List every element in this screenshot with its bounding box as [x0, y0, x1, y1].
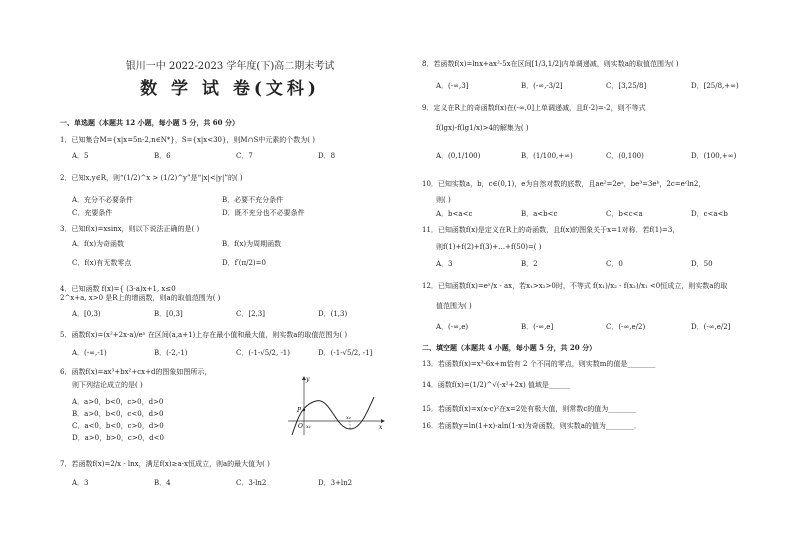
- question-12-line2: 值范围为( ): [436, 302, 472, 310]
- option-b[interactable]: B．f(x)为周期函数: [222, 240, 282, 248]
- question-11: 11．已知函数f(x)是定义在R上的奇函数，且f(x)的图象关于x=1对称．若f(1)=3，: [422, 226, 680, 234]
- option-d[interactable]: D．(100,+∞): [691, 152, 737, 160]
- option-a[interactable]: A．[0,3): [72, 310, 101, 318]
- question-11-line2: 则f(1)+f(2)+f(3)+…+f(50)=( ): [436, 243, 542, 251]
- question-10: 10．已知实数a，b，c∈(0,1)，e为自然对数的底数，且ae²=2eᵃ，be³=3eᵇ，2c=eᶜln2，: [422, 180, 706, 188]
- option-c[interactable]: C．(-1-√5/2, -1): [236, 349, 290, 357]
- question-8: 8．若函数f(x)=lnx+ax²-5x在区间[1/3,1/2]内单调递减，则实数a的取值范围为( ): [422, 60, 679, 68]
- option-a[interactable]: A．5: [72, 152, 89, 160]
- option-a[interactable]: A．充分不必要条件: [72, 196, 134, 204]
- option-c[interactable]: C．(0,100): [606, 152, 644, 160]
- option-b[interactable]: B．(-2,-1): [154, 349, 188, 357]
- section-1-heading: 一、单选题（本题共 12 小题，每小题 5 分，共 60 分）: [60, 118, 239, 127]
- option-c[interactable]: C．a<0，b<0，c>0，d>0: [72, 422, 164, 430]
- option-c[interactable]: C．(-∞,e/2): [606, 323, 646, 331]
- question-3-options: [72, 240, 402, 268]
- option-c[interactable]: C．[2,3]: [236, 310, 265, 318]
- label-x: x: [379, 424, 383, 431]
- question-4-options: [72, 310, 402, 319]
- question-6: 6．函数f(x)=ax³+bx²+cx+d的图象如图所示，: [60, 368, 212, 376]
- label-origin: O: [298, 423, 303, 430]
- option-b[interactable]: B．4: [154, 479, 171, 487]
- question-9-options: [436, 152, 776, 161]
- option-c[interactable]: C．3-ln2: [236, 479, 267, 487]
- option-a[interactable]: A．3: [72, 479, 89, 487]
- question-4-line2: 2^x+a, x>0 是R上的增函数，则a的取值范围为( ): [60, 294, 221, 302]
- option-a[interactable]: A．(-∞,e): [436, 323, 469, 331]
- question-10-options: [436, 210, 776, 219]
- option-c[interactable]: C．充要条件: [72, 209, 113, 217]
- question-4-line1: 4．已知函数 f(x)={ (3-a)x+1, x≤0: [60, 285, 176, 293]
- question-1-options: [72, 152, 402, 161]
- option-b[interactable]: B．(-∞,e]: [521, 323, 554, 331]
- question-2: 2．已知x,y∈R，则“(1/2)^x > (1/2)^y”是“|x|<|y|”的( ): [60, 174, 243, 182]
- label-x2: x₂: [346, 415, 351, 421]
- x-axis-arrow: [381, 419, 385, 423]
- option-c[interactable]: C．b<c<a: [606, 210, 643, 218]
- section-2-heading: 二、填空题（本题共 4 小题，每小题 5 分，共 20 分）: [422, 343, 597, 352]
- option-a[interactable]: A．b<a<c: [436, 210, 473, 218]
- option-d[interactable]: D．f′(π/2)=0: [222, 259, 266, 267]
- question-11-options: [436, 260, 776, 269]
- question-3: 3．已知f(x)=xsinx，则以下说法正确的是( ): [60, 225, 200, 233]
- question-16: 16．若函数y=ln(1+x)-aln(1-x)为奇函数，则实数a的值为________．: [422, 422, 641, 430]
- option-b[interactable]: B．a>0，b<0，c<0，d>0: [72, 410, 164, 418]
- option-b[interactable]: B．6: [154, 152, 171, 160]
- option-b[interactable]: B．a<b<c: [521, 210, 558, 218]
- question-15: 15．若函数f(x)=x(x-c)²在x=2处有极大值，则常数c的值为________: [422, 405, 637, 413]
- option-a[interactable]: A．3: [436, 260, 453, 268]
- option-d[interactable]: D．8: [318, 152, 336, 160]
- option-b[interactable]: B．(-∞,-3/2]: [521, 82, 563, 90]
- option-d[interactable]: D．(-∞,e/2]: [691, 323, 731, 331]
- question-8-options: [436, 82, 776, 91]
- option-a[interactable]: A．(-∞,-1): [72, 349, 107, 357]
- question-14: 14．函数f(x)=(1/2)^√(-x²+2x) 值域是______: [422, 381, 570, 389]
- question-7-options: [72, 479, 402, 488]
- option-a[interactable]: A．a>0，b<0，c>0，d>0: [72, 398, 164, 406]
- question-5-options: [72, 349, 402, 358]
- question-12: 12．已知函数f(x)=eˣ/x - ax，若x₁>x₂>0时，不等式 f(x₁)/x₂ - f(x₂)/x₁ <0恒成立，则实数a的取: [422, 282, 728, 290]
- point-p: [303, 409, 305, 411]
- option-a[interactable]: A．(0,1/100): [436, 152, 481, 160]
- option-c[interactable]: C．0: [606, 260, 623, 268]
- question-12-options: [436, 323, 776, 332]
- option-d[interactable]: D．(1,3): [318, 310, 348, 318]
- question-9: 9．定义在R上的奇函数f(x)在(-∞,0]上单调递减，且f(-2)=-2，则不等式: [422, 104, 646, 112]
- question-6-line2: 则下列结论成立的是( ): [72, 381, 143, 389]
- question-1: 1．已知集合M={x|x=5n-2,n∈N*}，S={x|x<30}，则M∩S中元素的个数为( ): [60, 136, 315, 144]
- option-d[interactable]: D．50: [691, 260, 713, 268]
- exam-subject-title: 数 学 试 卷(文科): [140, 79, 320, 99]
- label-p: P: [297, 407, 302, 414]
- cubic-function-graph: [286, 375, 386, 437]
- option-c[interactable]: C．7: [236, 152, 253, 160]
- label-y: y: [306, 376, 310, 383]
- option-d[interactable]: D．3+ln2: [318, 479, 353, 487]
- option-c[interactable]: C．[3,25/8]: [606, 82, 647, 90]
- option-c[interactable]: C．f(x)有无数零点: [72, 259, 132, 267]
- option-b[interactable]: B．必要不充分条件: [222, 196, 284, 204]
- label-x1: x₁: [306, 424, 311, 430]
- option-d[interactable]: D．[25/8,+∞): [691, 82, 739, 90]
- option-d[interactable]: D．既不充分也不必要条件: [222, 209, 305, 217]
- school-title: 银川一中 2022-2023 学年度(下)高二期末考试: [125, 61, 335, 72]
- question-5: 5．函数f(x)=(x²+2x-a)/eˣ 在区间(a,a+1)上存在最小值和最大值，则实数a的取值范围为( ): [60, 331, 348, 339]
- option-a[interactable]: A．f(x)为奇函数: [72, 240, 125, 248]
- option-b[interactable]: B．2: [521, 260, 538, 268]
- option-b[interactable]: B．[0,3]: [154, 310, 183, 318]
- question-10-line2: 则( ): [436, 196, 451, 204]
- question-6-options: [72, 396, 232, 444]
- question-9-line2: f(lgx)-f(lg1/x)>4的解集为( ): [436, 124, 529, 132]
- option-d[interactable]: D．(-1-√5/2, -1]: [318, 349, 373, 357]
- option-d[interactable]: D．a>0，b>0，c>0，d<0: [72, 434, 164, 442]
- question-7: 7．若函数f(x)=2/x - lnx，满足f(x)≥a-x恒成立，则a的最大值为( ): [60, 460, 270, 468]
- question-2-options: [72, 196, 402, 218]
- option-b[interactable]: B．(1/100,+∞): [521, 152, 573, 160]
- option-a[interactable]: A．(-∞,3]: [436, 82, 469, 90]
- option-d[interactable]: D．c<a<b: [691, 210, 728, 218]
- question-13: 13．若函数f(x)=x³-6x+m恰有 2 个不同的零点，则实数m的值是________: [422, 360, 656, 368]
